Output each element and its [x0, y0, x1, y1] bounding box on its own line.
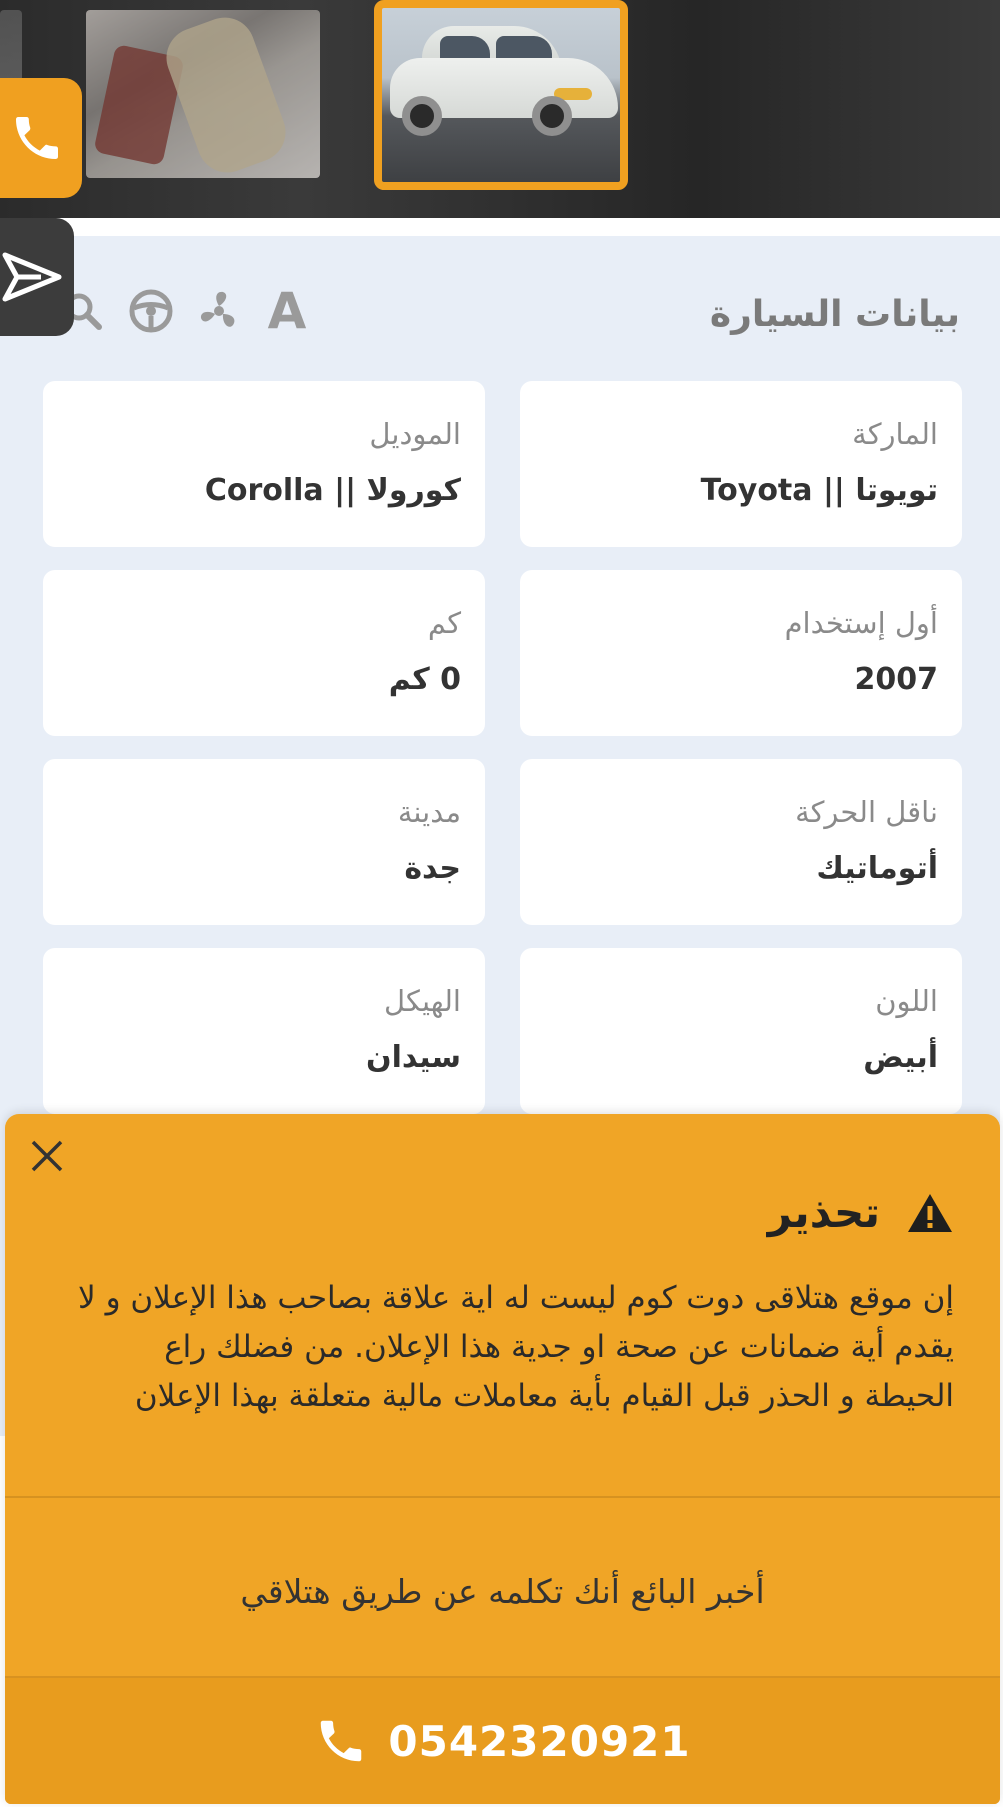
field-card-model: [43, 381, 485, 547]
field-card-transmission: [520, 759, 962, 925]
field-value: أبيض: [863, 1040, 938, 1075]
car-info-header: [0, 282, 1000, 348]
field-label: مدينة: [397, 795, 461, 829]
letter-a-icon: A: [267, 282, 307, 340]
share-button[interactable]: [0, 218, 74, 336]
field-label: ناقل الحركة: [795, 795, 938, 829]
fan-icon: [196, 288, 242, 334]
seller-phone-number: 0542320921: [388, 1716, 691, 1766]
field-label: أول إستخدام: [784, 606, 938, 640]
close-button[interactable]: [21, 1130, 73, 1182]
photo-gallery: [0, 0, 1000, 218]
steering-wheel-icon: [128, 288, 174, 334]
divider: [5, 1496, 1000, 1498]
gallery-thumbnail-interior[interactable]: [86, 10, 320, 178]
phone-icon: [314, 1714, 368, 1768]
car-info-title: بيانات السيارة: [709, 294, 960, 335]
warning-message: إن موقع هتلاقى دوت كوم ليست له اية علاقة بصاحب هذا الإعلان و لا يقدم أية ضمانات عن صحة او جدية هذا الإعلان. من فضلك راع الحيطة و الحذر قبل القيام بأية معاملات مالية متعلقة بهذا الإعلان: [78, 1280, 954, 1414]
field-card-mileage: [43, 570, 485, 736]
field-card-city: [43, 759, 485, 925]
phone-icon: [9, 110, 65, 166]
field-value: 0 كم: [388, 662, 461, 697]
warning-header: [768, 1188, 954, 1237]
field-value: كورولا || Corolla: [204, 473, 461, 508]
share-icon: [1, 245, 65, 309]
field-label: اللون: [875, 984, 938, 1018]
field-label: الماركة: [852, 417, 938, 451]
field-value: أتوماتيك: [816, 851, 938, 886]
tell-seller-note: أخبر البائع أنك تكلمه عن طريق هتلاقي: [240, 1572, 765, 1611]
call-seller-button[interactable]: [5, 1676, 1000, 1804]
field-value: تويوتا || Toyota: [700, 473, 938, 508]
field-value: جدة: [404, 851, 461, 886]
field-card-body-type: [43, 948, 485, 1114]
field-label: الموديل: [369, 417, 461, 451]
field-label: كم: [427, 606, 461, 640]
gallery-thumbnail-active[interactable]: [374, 0, 628, 190]
field-value: سيدان: [366, 1040, 461, 1075]
warning-dialog: [5, 1114, 1000, 1804]
feature-icons: [60, 282, 310, 340]
warning-title: تحذير: [767, 1188, 880, 1237]
close-icon: [29, 1138, 65, 1174]
call-button[interactable]: [0, 78, 82, 198]
field-card-first-use: [520, 570, 962, 736]
field-card-brand: [520, 381, 962, 547]
field-label: الهيكل: [384, 984, 461, 1018]
warning-triangle-icon: [906, 1192, 954, 1234]
field-card-color: [520, 948, 962, 1114]
field-value: 2007: [854, 662, 938, 697]
